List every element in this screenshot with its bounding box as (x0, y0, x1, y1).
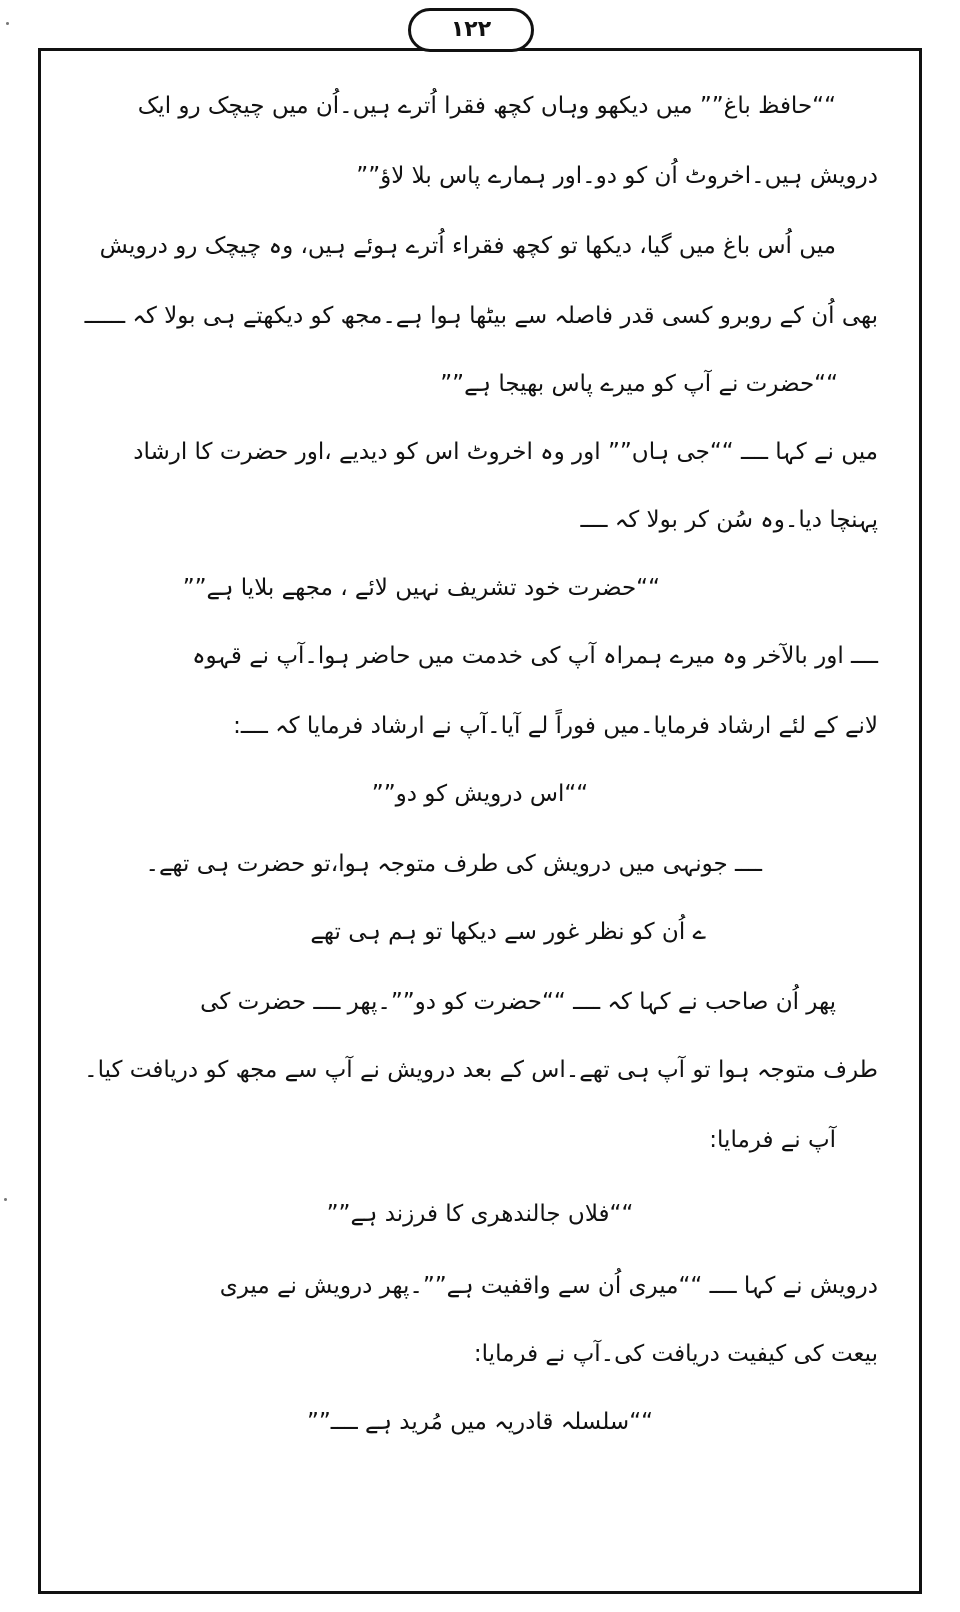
text-line: میں نے کہا ــــ ““جی ہاں”” اور وہ اخروٹ اس کو دیدیے ،اور حضرت کا ارشاد (133, 439, 878, 465)
text-line: میں اُس باغ میں گیا، دیکھا تو کچھ فقراء اُترے ہوئے ہیں، وہ چیچک رو درویش (99, 233, 836, 259)
quote-line: ““حضرت نے آپ کو میرے پاس بھیجا ہے”” (440, 371, 838, 397)
quote-line: ““حضرت خود تشریف نہیں لائے ، مجھے بلایا ہے”” (182, 575, 660, 601)
quote-line: ““سلسلہ قادریہ میں مُرید ہے ــــ”” (306, 1409, 654, 1435)
page-number: ۱۲۲ (408, 8, 534, 52)
text-line: درویش ہیں۔اخروٹ اُن کو دو۔اور ہمارے پاس بلا لاؤ”” (356, 163, 878, 189)
scan-speck (6, 22, 9, 25)
text-line: ــــ اور بالآخر وہ میرے ہمراہ آپ کی خدمت میں حاضر ہوا۔آپ نے قہوہ (192, 643, 878, 669)
text-line: پہنچا دیا۔وہ سُن کر بولا کہ ــــ (580, 507, 878, 533)
quote-line: ““فلاں جالندھری کا فرزند ہے”” (326, 1201, 634, 1227)
verse-line: ے اُن کو نظر غور سے دیکھا تو ہم ہی تھے (310, 919, 706, 945)
text-line: بھی اُن کے روبرو کسی قدر فاصلہ سے بیٹھا ہوا ہے۔مجھ کو دیکھتے ہی بولا کہ ــــــ (84, 303, 878, 329)
text-line: بیعت کی کیفیت دریافت کی۔آپ نے فرمایا: (473, 1341, 878, 1367)
text-line: لانے کے لئے ارشاد فرمایا۔میں فوراً لے آیا۔آپ نے ارشاد فرمایا کہ ــــ: (233, 713, 878, 739)
text-line: طرف متوجہ ہوا تو آپ ہی تھے۔اس کے بعد درویش نے آپ سے مجھ کو دریافت کیا۔ (84, 1057, 878, 1083)
text-line: درویش نے کہا ــــ ““میری اُن سے واقفیت ہے””۔پھر درویش نے میری (219, 1273, 878, 1299)
text-line: آپ نے فرمایا: (709, 1127, 836, 1153)
scan-speck (4, 1198, 7, 1201)
text-line: ““حافظ باغ”” میں دیکھو وہاں کچھ فقرا اُترے ہیں۔اُن میں چیچک رو ایک (137, 93, 836, 119)
text-line: ــــ جونہی میں درویش کی طرف متوجہ ہوا،تو حضرت ہی تھے۔ (145, 851, 762, 877)
text-line: پھر اُن صاحب نے کہا کہ ــــ ““حضرت کو دو””۔پھر ــــ حضرت کی (200, 989, 836, 1015)
quote-line: ““اس درویش کو دو”” (371, 781, 589, 807)
